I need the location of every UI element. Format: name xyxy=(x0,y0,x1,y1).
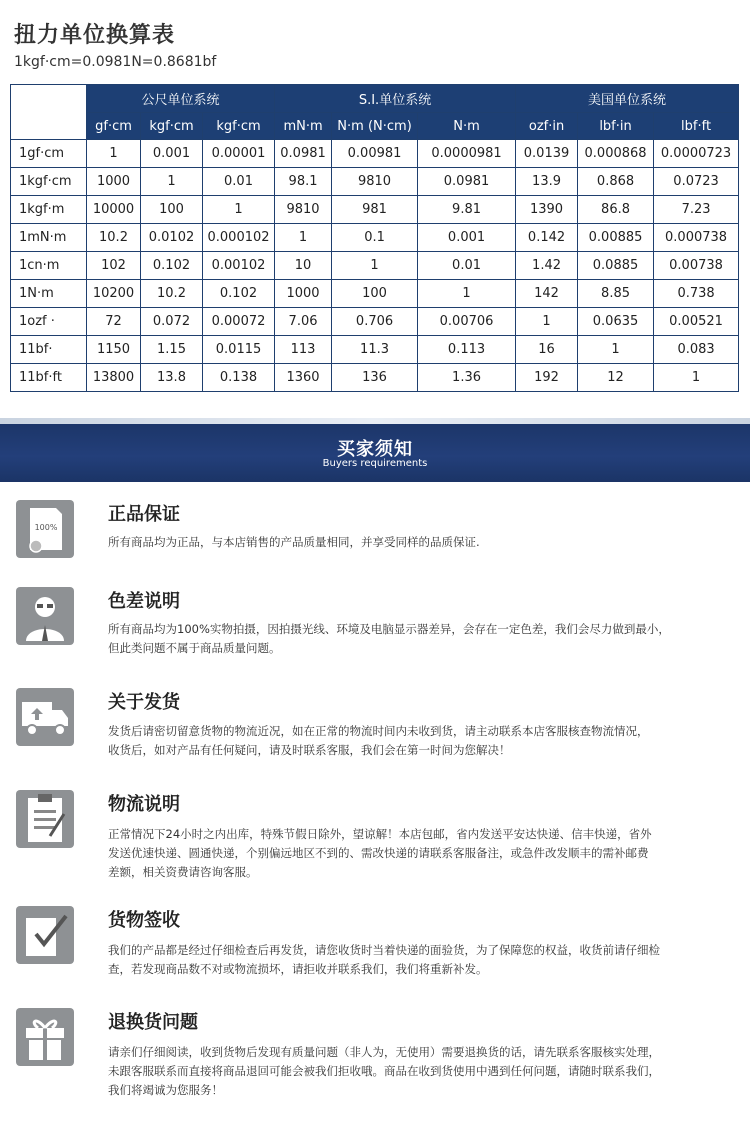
table-row xyxy=(11,252,739,280)
unit-header: lbf·ft xyxy=(654,113,739,140)
table-cell: 10200 xyxy=(87,280,141,308)
text-line: 未跟客服联系而直接将商品退回可能会被我们拒收哦。商品在收到货使用中遇到任何问题，请随时联系我们， xyxy=(108,1064,660,1078)
unit-header: mN·m xyxy=(275,113,332,140)
table-cell: 10.2 xyxy=(87,224,141,252)
table-cell: 1 xyxy=(332,252,418,280)
table-cell: 0.01 xyxy=(203,168,275,196)
table-cell: 0.00521 xyxy=(654,308,739,336)
table-cell: 7.23 xyxy=(654,196,739,224)
row-header: 1cn·m xyxy=(11,252,87,280)
unit-header: N·m xyxy=(418,113,516,140)
buyers-requirements-banner xyxy=(0,418,750,482)
group-header-us: 美国单位系统 xyxy=(516,85,739,113)
text-line: 发货后请密切留意货物的物流近况，如在正常的物流时间内未收到货，请主动联系本店客服核查物流情况， xyxy=(108,724,649,738)
row-header: 1kgf·m xyxy=(11,196,87,224)
table-cell: 1 xyxy=(418,280,516,308)
table-cell: 0.000738 xyxy=(654,224,739,252)
table-row xyxy=(11,308,739,336)
table-cell: 0.0000723 xyxy=(654,140,739,168)
table-cell: 0.00981 xyxy=(332,140,418,168)
table-row xyxy=(11,336,739,364)
delivery-truck-icon xyxy=(16,688,74,746)
table-cell: 0.001 xyxy=(418,224,516,252)
table-cell: 0.102 xyxy=(203,280,275,308)
certificate-100-icon xyxy=(16,500,74,558)
section-title: 物流说明 xyxy=(108,794,180,815)
gift-box-icon xyxy=(16,1008,74,1066)
table-cell: 0.0885 xyxy=(578,252,654,280)
table-cell: 1360 xyxy=(275,364,332,392)
table-cell: 0.00102 xyxy=(203,252,275,280)
table-cell: 13.9 xyxy=(516,168,578,196)
section-text xyxy=(108,620,723,658)
table-cell: 0.0139 xyxy=(516,140,578,168)
text-line: 发送优速快递、圆通快递，个别偏远地区不到的、需改快递的请联系客服备注，或急件改发顺丰的需补邮费 xyxy=(108,846,649,860)
table-cell: 13800 xyxy=(87,364,141,392)
table-cell: 1390 xyxy=(516,196,578,224)
section-text xyxy=(108,722,723,760)
section-title: 退换货问题 xyxy=(108,1012,198,1033)
table-cell: 0.083 xyxy=(654,336,739,364)
table-cell: 102 xyxy=(87,252,141,280)
group-header-metric: 公尺单位系统 xyxy=(87,85,275,113)
table-cell: 7.06 xyxy=(275,308,332,336)
table-cell: 0.000102 xyxy=(203,224,275,252)
table-row xyxy=(11,196,739,224)
table-cell: 9810 xyxy=(275,196,332,224)
table-cell: 0.113 xyxy=(418,336,516,364)
table-cell: 981 xyxy=(332,196,418,224)
table-cell: 113 xyxy=(275,336,332,364)
text-line: 我们的产品都是经过仔细检查后再发货，请您收货时当着快递的面验货，为了保障您的权益，收货前请仔细检 xyxy=(108,943,660,957)
table-cell: 0.00738 xyxy=(654,252,739,280)
table-cell: 0.868 xyxy=(578,168,654,196)
row-header: 1gf·cm xyxy=(11,140,87,168)
banner-title: 买家须知 xyxy=(337,439,413,460)
table-cell: 13.8 xyxy=(141,364,203,392)
text-line: 正常情况下24小时之内出库，特殊节假日除外，望谅解！本店包邮，省内发送平安达快递、信丰快递，省外 xyxy=(108,827,652,841)
banner-stripe xyxy=(0,418,750,424)
table-cell: 100 xyxy=(141,196,203,224)
table-cell: 16 xyxy=(516,336,578,364)
text-line: 请亲们仔细阅读，收到货物后发现有质量问题（非人为，无使用）需要退换货的话，请先联系客服核实处理， xyxy=(108,1045,660,1059)
table-cell: 0.102 xyxy=(141,252,203,280)
section-title: 关于发货 xyxy=(108,692,180,713)
text-line: 查，若发现商品数不对或物流损坏，请拒收并联系我们，我们将重新补发。 xyxy=(108,962,488,976)
table-cell: 0.706 xyxy=(332,308,418,336)
table-cell: 0.00072 xyxy=(203,308,275,336)
torque-conversion-table xyxy=(10,84,739,392)
table-cell: 0.000868 xyxy=(578,140,654,168)
table-cell: 1 xyxy=(654,364,739,392)
row-header: 1ozf · xyxy=(11,308,87,336)
table-cell: 0.00885 xyxy=(578,224,654,252)
section-title: 货物签收 xyxy=(108,910,180,931)
table-cell: 1.42 xyxy=(516,252,578,280)
table-cell: 1000 xyxy=(275,280,332,308)
conversion-formula: 1kgf·cm=0.0981N=0.8681bf xyxy=(14,54,217,70)
table-cell: 1 xyxy=(578,336,654,364)
table-cell: 0.00706 xyxy=(418,308,516,336)
section-text xyxy=(108,533,723,552)
unit-header: gf·cm xyxy=(87,113,141,140)
text-line: 差额，相关资费请咨询客服。 xyxy=(108,865,258,879)
text-line: 所有商品均为正品，与本店销售的产品质量相同，并享受同样的品质保证. xyxy=(108,535,480,549)
section-text xyxy=(108,825,723,882)
table-row xyxy=(11,140,739,168)
table-cell: 1 xyxy=(87,140,141,168)
table-cell: 0.0635 xyxy=(578,308,654,336)
table-cell: 100 xyxy=(332,280,418,308)
table-cell: 1 xyxy=(141,168,203,196)
table-cell: 86.8 xyxy=(578,196,654,224)
table-cell: 0.0000981 xyxy=(418,140,516,168)
certificate-label: 100% xyxy=(34,523,58,532)
table-cell: 1 xyxy=(275,224,332,252)
unit-header: ozf·in xyxy=(516,113,578,140)
row-header: 1kgf·cm xyxy=(11,168,87,196)
table-cell: 10.2 xyxy=(141,280,203,308)
section-text xyxy=(108,1043,723,1100)
row-header: 11bf· xyxy=(11,336,87,364)
unit-header: lbf·in xyxy=(578,113,654,140)
table-cell: 0.072 xyxy=(141,308,203,336)
clipboard-list-icon xyxy=(16,790,74,848)
table-cell: 72 xyxy=(87,308,141,336)
table-cell: 1 xyxy=(203,196,275,224)
table-cell: 98.1 xyxy=(275,168,332,196)
unit-header: kgf·cm xyxy=(141,113,203,140)
table-cell: 1 xyxy=(516,308,578,336)
section-text xyxy=(108,941,723,979)
table-cell: 10 xyxy=(275,252,332,280)
customer-service-icon xyxy=(16,587,74,645)
table-cell: 136 xyxy=(332,364,418,392)
table-corner xyxy=(11,85,87,140)
table-cell: 0.0981 xyxy=(418,168,516,196)
row-header: 1mN·m xyxy=(11,224,87,252)
table-row xyxy=(11,364,739,392)
table-cell: 192 xyxy=(516,364,578,392)
table-cell: 1000 xyxy=(87,168,141,196)
table-cell: 9.81 xyxy=(418,196,516,224)
table-cell: 1150 xyxy=(87,336,141,364)
table-cell: 10000 xyxy=(87,196,141,224)
text-line: 所有商品均为100%实物拍摄，因拍摄光线、环境及电脑显示器差异，会存在一定色差，我们会尽力做到最小， xyxy=(108,622,670,636)
table-cell: 0.01 xyxy=(418,252,516,280)
table-row xyxy=(11,280,739,308)
table-cell: 0.0115 xyxy=(203,336,275,364)
text-line: 但此类问题不属于商品质量问题。 xyxy=(108,641,281,655)
section-title: 色差说明 xyxy=(108,591,180,612)
table-cell: 0.138 xyxy=(203,364,275,392)
table-cell: 0.0981 xyxy=(275,140,332,168)
table-cell: 0.738 xyxy=(654,280,739,308)
group-header-si: S.I.单位系统 xyxy=(275,85,516,113)
table-cell: 8.85 xyxy=(578,280,654,308)
table-row xyxy=(11,168,739,196)
table-cell: 142 xyxy=(516,280,578,308)
table-cell: 9810 xyxy=(332,168,418,196)
page-title: 扭力单位换算表 xyxy=(14,23,176,48)
table-cell: 0.142 xyxy=(516,224,578,252)
section-title: 正品保证 xyxy=(108,504,180,525)
text-line: 我们将竭诚为您服务！ xyxy=(108,1083,223,1097)
text-line: 收货后，如对产品有任何疑问，请及时联系客服，我们会在第一时间为您解决！ xyxy=(108,743,511,757)
table-cell: 0.0723 xyxy=(654,168,739,196)
table-cell: 0.001 xyxy=(141,140,203,168)
table-cell: 1.36 xyxy=(418,364,516,392)
row-header: 1N·m xyxy=(11,280,87,308)
table-cell: 1.15 xyxy=(141,336,203,364)
table-row xyxy=(11,224,739,252)
unit-header: kgf·cm xyxy=(203,113,275,140)
table-cell: 12 xyxy=(578,364,654,392)
table-cell: 11.3 xyxy=(332,336,418,364)
banner-subtitle: Buyers requirements xyxy=(322,458,428,469)
table-cell: 0.00001 xyxy=(203,140,275,168)
table-cell: 0.0102 xyxy=(141,224,203,252)
table-cell: 0.1 xyxy=(332,224,418,252)
unit-header: N·m (N·cm) xyxy=(332,113,418,140)
row-header: 11bf·ft xyxy=(11,364,87,392)
sign-check-icon xyxy=(16,906,74,964)
